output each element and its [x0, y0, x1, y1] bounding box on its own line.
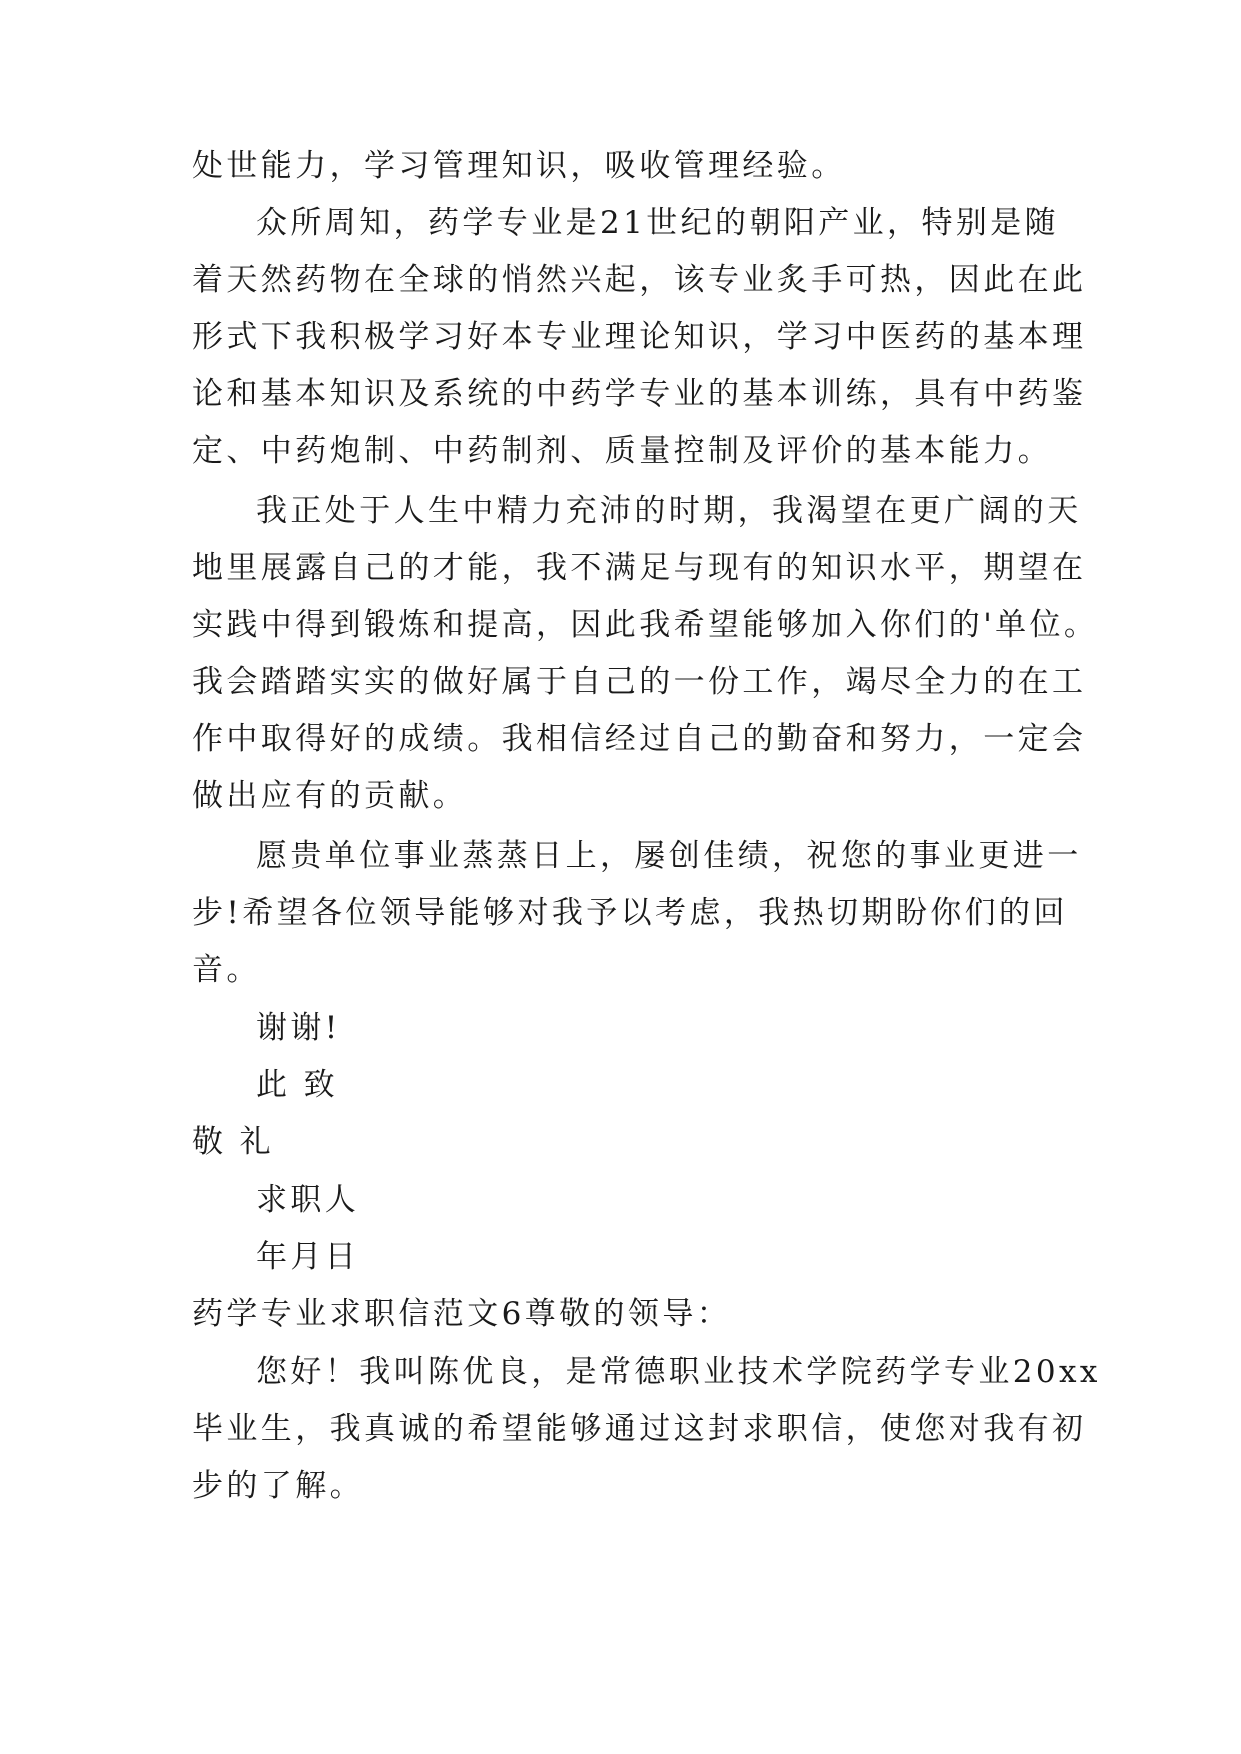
text-line: 实践中得到锻炼和提高，因此我希望能够加入你们的'单位。 [192, 607, 1099, 643]
text-line: 论和基本知识及系统的中药学专业的基本训练，具有中药鉴 [192, 376, 1087, 412]
text-line: 作中取得好的成绩。我相信经过自己的勤奋和努力，一定会 [192, 721, 1087, 757]
text-line: 形式下我积极学习好本专业理论知识，学习中医药的基本理 [192, 319, 1087, 355]
text-line: 音。 [192, 952, 261, 988]
text-line: 着天然药物在全球的悄然兴起，该专业炙手可热，因此在此 [192, 262, 1087, 298]
text-line: 做出应有的贡献。 [192, 778, 468, 814]
text-line: 步的了解。 [192, 1468, 364, 1504]
section-heading: 药学专业求职信范文6尊敬的领导： [192, 1296, 732, 1332]
text-line: 处世能力，学习管理知识，吸收管理经验。 [192, 148, 846, 184]
paragraph-start: 众所周知，药学专业是21世纪的朝阳产业，特别是随 [256, 205, 1060, 241]
date-line: 年月日 [256, 1239, 360, 1275]
paragraph-start: 您好！我叫陈优良，是常德职业技术学院药学专业20xx [256, 1354, 1101, 1390]
paragraph-start: 愿贵单位事业蒸蒸日上，屡创佳绩，祝您的事业更进一 [256, 838, 1082, 874]
text-line: 毕业生，我真诚的希望能够通过这封求职信，使您对我有初 [192, 1411, 1087, 1447]
thanks-line: 谢谢! [256, 1010, 341, 1046]
text-line: 我会踏踏实实的做好属于自己的一份工作，竭尽全力的在工 [192, 664, 1087, 700]
salute-line: 敬 礼 [192, 1124, 275, 1160]
signature-line: 求职人 [256, 1182, 360, 1218]
closing-line: 此 致 [256, 1067, 339, 1103]
paragraph-start: 我正处于人生中精力充沛的时期，我渴望在更广阔的天 [256, 493, 1082, 529]
text-line: 地里展露自己的才能，我不满足与现有的知识水平，期望在 [192, 550, 1087, 586]
text-line: 步!希望各位领导能够对我予以考虑，我热切期盼你们的回 [192, 895, 1068, 931]
text-line: 定、中药炮制、中药制剂、质量控制及评价的基本能力。 [192, 433, 1052, 469]
